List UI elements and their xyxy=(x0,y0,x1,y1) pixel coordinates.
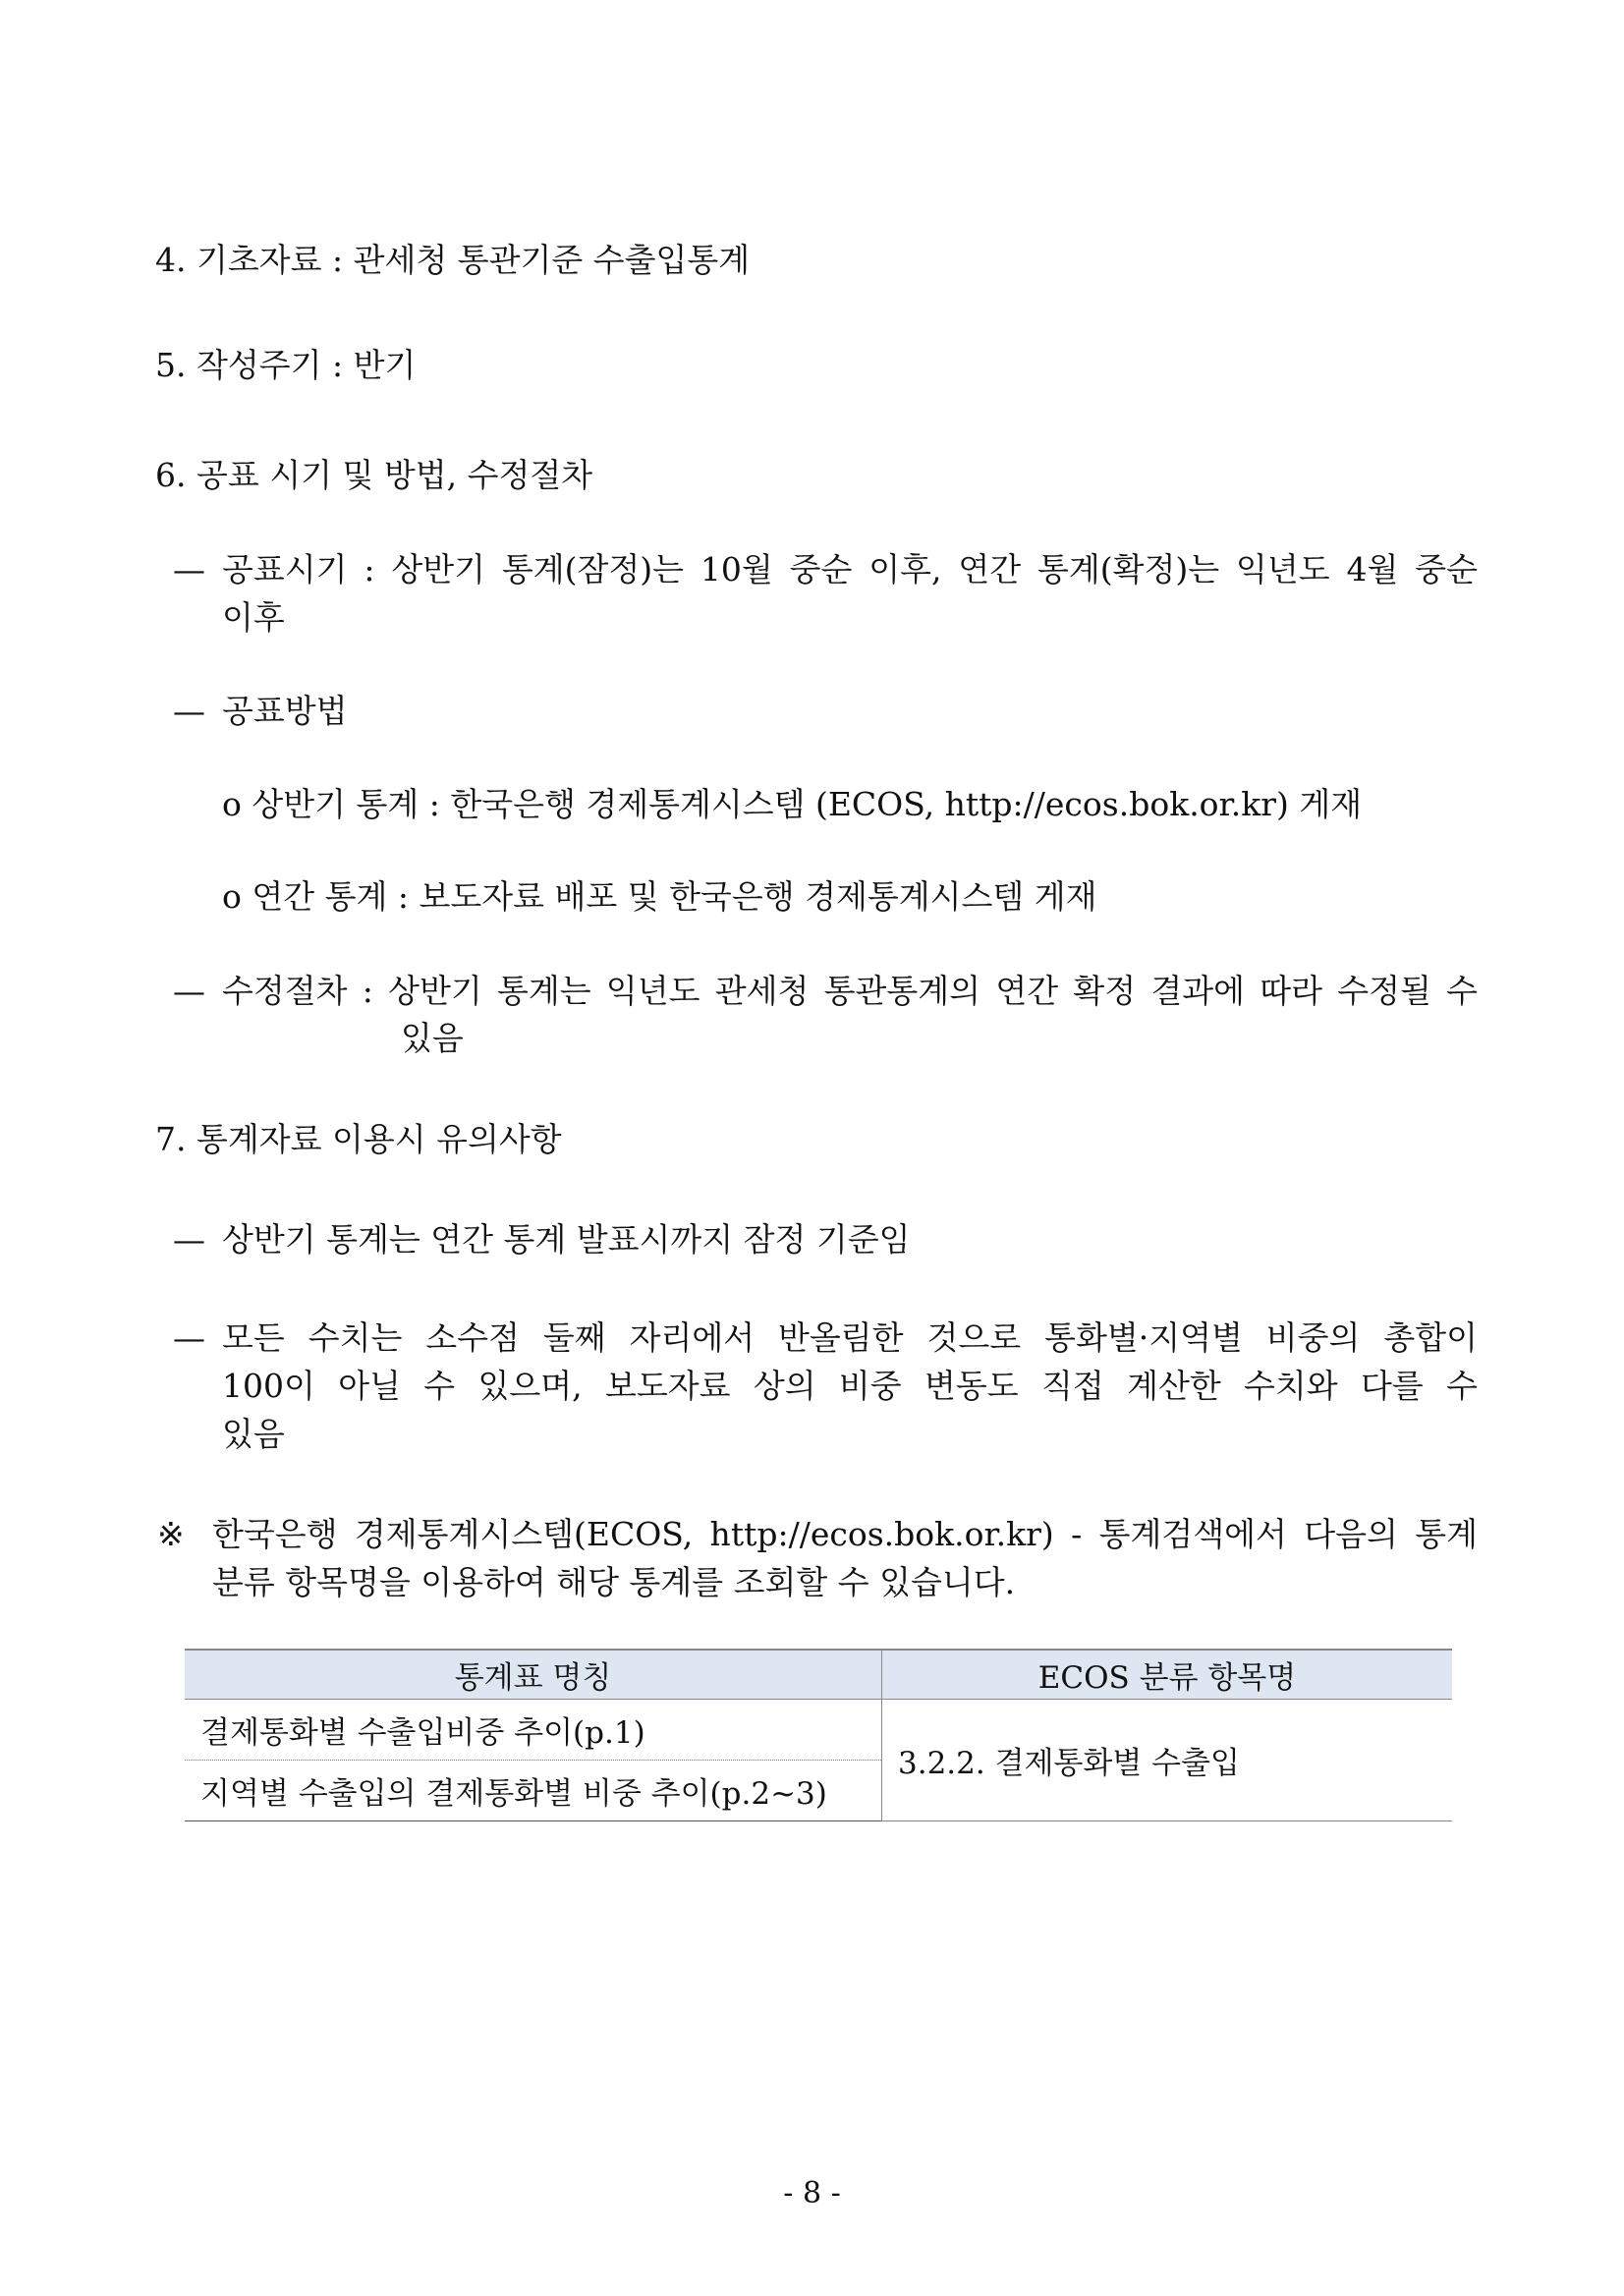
note-mark: ※ xyxy=(157,1515,185,1553)
table-cell: 결제통화별 수출입비중 추이(p.1) xyxy=(185,1700,882,1761)
note-line-2: 분류 항목명을 이용하여 해당 통계를 조회할 수 있습니다. xyxy=(212,1563,1016,1601)
caution-item-2-line-2: 100이 아닐 수 있으며, 보도자료 상의 비중 변동도 직접 계산한 수치와 다를 수 xyxy=(222,1367,1478,1405)
release-method-item-2: o 연간 통계 : 보도자료 배포 및 한국은행 경제통계시스템 게재 xyxy=(222,877,1097,916)
revision-line-1: 수정절차 : 상반기 통계는 익년도 관세청 통관통계의 연간 확정 결과에 따라 수정될 수 xyxy=(222,972,1478,1010)
release-timing-line-2: 이후 xyxy=(222,598,285,637)
section-6-heading: 6. 공표 시기 및 방법, 수정절차 xyxy=(155,456,593,494)
bullet-dash: — xyxy=(173,972,205,1010)
caution-item-2-line-1: 모든 수치는 소수점 둘째 자리에서 반올림한 것으로 통화별·지역별 비중의 총합이 xyxy=(222,1318,1478,1357)
table-header-ecos: ECOS 분류 항목명 xyxy=(882,1650,1453,1700)
table-row xyxy=(185,1700,1452,1761)
bullet-dash: — xyxy=(173,692,205,730)
bullet-dash: — xyxy=(173,1318,205,1357)
table-cell: 3.2.2. 결제통화별 수출입 xyxy=(882,1700,1453,1821)
bullet-dash: — xyxy=(173,550,205,588)
release-timing-line-1: 공표시기 : 상반기 통계(잠정)는 10월 중순 이후, 연간 통계(확정)는 익년도 4월 중순 xyxy=(222,550,1478,588)
caution-item-1: 상반기 통계는 연간 통계 발표시까지 잠정 기준임 xyxy=(222,1220,911,1259)
table-cell: 지역별 수출입의 결제통화별 비중 추이(p.2~3) xyxy=(185,1761,882,1821)
ecos-table xyxy=(185,1649,1452,1821)
revision-line-2: 있음 xyxy=(401,1019,464,1057)
bullet-dash: — xyxy=(173,1220,205,1259)
section-5-heading: 5. 작성주기 : 반기 xyxy=(155,346,417,384)
table-header-name: 통계표 명칭 xyxy=(185,1650,882,1700)
section-7-heading: 7. 통계자료 이용시 유의사항 xyxy=(155,1120,562,1158)
caution-item-2-line-3: 있음 xyxy=(222,1415,285,1453)
table-header-row xyxy=(185,1650,1452,1700)
release-method-label: 공표방법 xyxy=(222,692,348,730)
page-number: - 8 - xyxy=(783,2176,841,2211)
note-line-1: 한국은행 경제통계시스템(ECOS, http://ecos.bok.or.kr) - 통계검색에서 다음의 통계 xyxy=(212,1515,1478,1553)
release-method-item-1: o 상반기 통계 : 한국은행 경제통계시스템 (ECOS, http://ecos.bok.or.kr) 게재 xyxy=(222,785,1363,823)
section-4-heading: 4. 기초자료 : 관세청 통관기준 수출입통계 xyxy=(155,241,751,279)
